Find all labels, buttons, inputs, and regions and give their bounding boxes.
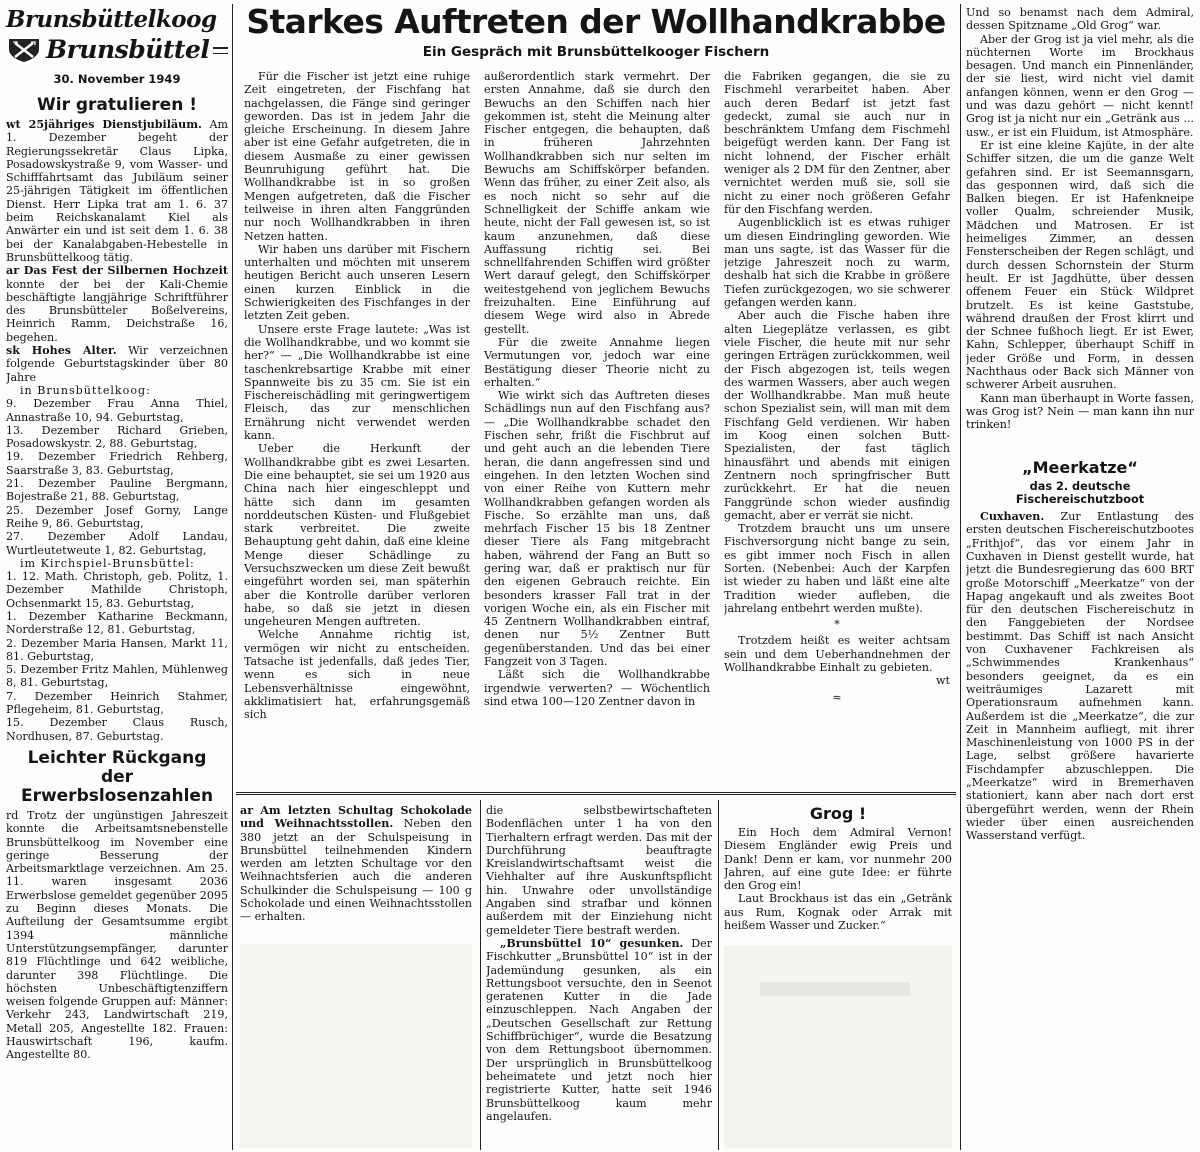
article-paragraph: Aber auch die Fische haben ihre alten Liegeplätze verlassen, es gibt viele Fischer, die heute mit nur sehr geringen Erträgen zurückkommen, weil der Fisch abgezogen ist, teils wegen des warmen Wassers, aber auch wegen der Wollhandkrabbe. Man muß heute schon Spezialist sein, will man mit dem Fischfang Geld verdienen. Wir haben im Koog einen solchen Butt-Spezialisten, der fast täglich hinausfährt und abends mit einigen Zentnern noch springfrischer Butt zurückkehrt. Er hat die neuen Fanggründe schon wieder ausfindig gemacht, aber er verrät sie nicht. <box>724 309 950 522</box>
grog-continued-paragraph: Er ist eine kleine Kajüte, in der alte Schiffer sitzen, die um die ganze Welt gefahren sind. Er ist Seemannsgarn, das gesponnen wird, daß sich die Balken biegen. Er ist Hafenkneipe voller Qualm, schreiender Musik, Mädchen und Matrosen. Er ist heimeliges Zimmer, an dessen Fensterscheiben der Regen schlägt, und durch dessen Schornstein der Sturm heult. Er ist Jagdhütte, über dessen offenem Feuer ein Stück Wildpret brutzelt. Es ist keine Gaststube, während draußen der Frost klirrt und der Schnee fußhoch liegt. Er ist Ewer, Kahn, Schlepper, überhaupt Schiff in jeder Größe und Form, in dessen Nachthaus oder Back sich Männer von schwerer Arbeit ausruhen. <box>966 138 1194 392</box>
article-paragraph: Ueber die Herkunft der Wollhandkrabbe gibt es zwei Lesarten. Die eine behauptet, sie sei um 1920 aus China nach hier eingeschleppt und hätte sich dann im gesamten norddeutschen Küsten- und Flußgebiet stark verbreitet. Die zweite Behauptung geht dahin, daß eine kleine Menge dieser Schädlinge zu Versuchszwecken um diese Zeit bewußt eingeführt worden sei, man späterhin aber die Kontrolle darüber verloren habe, so daß sie jetzt in diesen ungeheuren Mengen auftreten. <box>244 442 470 629</box>
place-heading: in Brunsbüttelkoog: <box>20 383 151 397</box>
krabbe-column-2 <box>484 70 710 788</box>
grog-continued-paragraph: Aber der Grog ist ja viel mehr, als die nüchternen Worte im Brockhaus besagen. Und manch ein Pinnenländer, der sie liest, wird nicht viel damit anfangen können, wenn er den Grog — und was dazu gehört — nicht kennt! Grog ist ja nicht nur ein „Getränk aus ... usw., er ist ein Fluidum, ist Atmosphäre. <box>966 32 1194 139</box>
gesunken-text: Der Fischkutter „Brunsbüttel 10“ ist in der Jademündung gesunken, als ein Rettungsboot versuchte, den in Seenot geratenen Kutter in die Jade einzuschleppen. Nach Angaben der „Deutschen Gesellschaft zur Rettung Schiffbrüchiger“, wurde die Besatzung von dem Rettungsboot übernommen. Der ursprünglich in Brunsbüttelkoog beheimatete und jetzt noch hier registrierte Kutter, hatte seit 1946 Brunsbüttelkoog kaum mehr angelaufen. <box>486 936 712 1123</box>
article-paragraph: Für die Fischer ist jetzt eine ruhige Zeit eingetreten, der Fischfang hat nachgelassen, die Fänge sind geringer geworden. Das ist in jedem Jahr die gleiche Erscheinung. In diesem Jahre aber ist eine Gefahr aufgetreten, die in diesem Ausmaße zu einer gewissen Beunruhigung geführt hat. Die Wollhandkrabbe ist in so großen Mengen aufgetreten, daß die Fischer teilweise in ihren alten Fanggründen nur noch Wollhandkrabben in ihren Netzen hatten. <box>244 70 470 243</box>
grog-article <box>724 800 952 950</box>
article-paragraph: Welche Annahme richtig ist, vermögen wir nicht zu entscheiden. Tatsache ist jedenfalls, daß jedes Tier, wenn es sich in neue Lebensverhältnisse eingewöhnt, akklimatisiert hat, erfahrungsgemäß sich <box>244 628 470 722</box>
masthead-line1: Brunsbüttelkoog <box>6 6 217 33</box>
gesunken-lead: „Brunsbüttel 10“ gesunken. <box>500 936 684 950</box>
grog-text: Laut Brockhaus ist das ein „Getränk aus Rum, Kognak oder Arrak mit heißem Wasser und Zucker.“ <box>724 892 952 933</box>
birthday-list-kirchspiel <box>6 570 228 743</box>
list-item: 15. Dezember Claus Rusch, Nordhusen, 87. Geburtstag. <box>6 716 228 743</box>
masthead-line2-row <box>6 36 228 64</box>
article-paragraph: Trotzdem braucht uns um unsere Fischversorgung nicht bange zu sein, es gibt immer noch Fisch in allen Sorten. (Nebenbei: Auch der Karpfen ist wieder zu haben und läßt eine alte Tradition wieder aufleben, die jahrelang entbehrt werden mußte). <box>724 522 950 615</box>
issue-date: 30. November 1949 <box>53 72 181 86</box>
boden-text: die selbstbewirtschafteten Bodenflächen unter 1 ha von den Tierhaltern erfragt werden. Das mit der Durchführung beauftragte Kreislandwirtschaftsamt weist die Viehhalter auf ihre Auskunftspflicht hin. Unwahre oder unvollständige Angaben sind strafbar und können außerdem mit der Einziehung nicht gemeldeter Tiere bestraft werden. <box>486 804 712 937</box>
rueckgang-text: rd Trotz der ungünstigen Jahreszeit konnte die Arbeitsamtsnebenstelle Brunsbüttelkoog im November eine geringe Besserung der Arbeitsmarktlage verzeichnen. Am 25. 11. waren insgesamt 2036 Erwerbslose gemeldet gegenüber 2095 zu Beginn dieses Monats. Die Aufteilung der Gesamtsumme ergibt 1394 männliche Unterstützungsempfänger, darunter 819 Flüchtlinge und 642 weibliche, darunter 398 Flüchtlinge. Die höchsten Unbeschäftigtenziffern weisen folgende Gruppen auf: Männer: Verkehr 243, Landwirtschaft 219, Metall 205, Angestellte 182. Frauen: Hauswirtschaft 196, kaufm. Angestellte 80. <box>6 808 228 1062</box>
article-paragraph: Wir haben uns darüber mit Fischern unterhalten und möchten mit unserem heutigen Bericht auch unseren Lesern einen kurzen Einblick in die Schwierigkeiten des Fischfanges in der letzten Zeit geben. <box>244 242 470 323</box>
list-item: 25. Dezember Josef Gorny, Lange Reihe 9, 86. Geburtstag, <box>6 503 228 530</box>
krabbe-column-3 <box>724 70 950 788</box>
list-item: 7. Dezember Heinrich Stahmer, Pflegeheim, 81. Geburtstag, <box>6 689 228 717</box>
grog-text: Ein Hoch dem Admiral Vernon! Diesem Engländer ewig Preis und Dank! Denn er kam, vor nunmehr 200 Jahren, auf eine gute Idee: er führte den Grog ein! <box>724 826 952 893</box>
list-item: 21. Dezember Pauline Bergmann, Bojestraße 21, 88. Geburtstag, <box>6 477 228 504</box>
list-item: 9. Dezember Frau Anna Thiel, Annastraße 10, 94. Geburtstag, <box>6 397 228 424</box>
article-paragraph: Für die zweite Annahme liegen Vermutungen vor, jedoch war eine Bestätigung dieser Theorie nicht zu erhalten.“ <box>484 335 710 389</box>
masthead-line2: Brunsbüttel <box>46 35 210 64</box>
article-paragraph: Augenblicklich ist es etwas ruhiger um diesen Eindringling geworden. Wie man uns sagte, ist das Wasser für die jetzige Jahreszeit noch zu warm, deshalb hat sich die Krabbe in größere Tiefen zurückgezogen, wo sie schwerer gefangen werden kann. <box>724 216 950 310</box>
column-rule <box>718 800 719 1150</box>
section-separator: * <box>834 618 840 632</box>
list-item: 27. Dezember Adolf Landau, Wurtleutetweute 1, 82. Geburtstag, <box>6 530 228 557</box>
list-item: 5. Dezember Fritz Mahlen, Mühlenweg 8, 81. Geburtstag, <box>6 663 228 690</box>
rueckgang-title <box>6 749 228 806</box>
gratulieren-title: Wir gratulieren ! <box>36 95 197 115</box>
article-paragraph: die Fabriken gegangen, die sie zu Fischmehl verarbeitet haben. Aber auch deren Bedarf ist jetzt fast gedeckt, zumal sie auch nur in beschränktem Umfang dem Fischmehl beigefügt werden kann. Der Fang ist nicht lohnend, der Fischer erhält weniger als 2 DM für den Zentner, aber vernichtet werden muß sie, soll sie nicht zu einer noch größeren Gefahr für den Fischfang werden. <box>724 70 950 216</box>
silberhochzeit-paragraph <box>6 264 228 344</box>
end-ornament: ≈ <box>832 690 842 704</box>
dienstjubilaeum-lead: wt 25jähriges Dienstjubiläum. <box>6 118 202 131</box>
rueckgang-title-line2: der Erwerbslosenzahlen <box>20 766 214 806</box>
gesunken-paragraph <box>486 937 712 1123</box>
list-item: 13. Dezember Richard Grieben, Posadowskystr. 2, 88. Geburtstag, <box>6 423 228 451</box>
coat-of-arms-icon <box>6 37 42 63</box>
article-paragraph: außerordentlich stark vermehrt. Der ersten Annahme, daß sie durch den Bewuchs an den Schiffen nach hier gekommen ist, steht die Meinung alter Fischer entgegen, die behaupten, daß in früheren Jahrzehnten Wollhandkrabben sich nur selten im Bewuchs am Schiffskörper befanden. Wenn das früher, zu einer Zeit also, als es noch nicht so sehr auf die Schnelligkeit der Schiffe ankam wie heute, nicht der Fall gewesen ist, so ist kaum anzunehmen, daß diese Auffassung richtig sei. Bei schnellfahrenden Schiffen wird größter Wert darauf gelegt, den Schiffskörper weitestgehend von jeglichem Bewuchs freizuhalten. Eine Einführung auf diesem Wege wird also in Abrede gestellt. <box>484 70 710 336</box>
column-rule <box>960 4 961 1150</box>
article-paragraph: Wie wirkt sich das Auftreten dieses Schädlings nun auf den Fischfang aus? — „Die Wollhandkrabbe schadet den Fischen sehr, frißt die Fischbrut auf und geht auch an die lebenden Tiere heran, die dann angefressen sind und eingehen. In den letzten Wochen sind von einer Reihe von Kuttern mehr Wollhandkrabben gefangen worden als Fische. So erzählte man uns, daß mehrfach Fischer 15 bis 18 Zentner dieser Tiere als Fang mitgebracht haben, während der Fang an Butt so gering war, daß er praktisch nur für den eigenen Gebrauch reichte. Ein besonders krasser Fall trat in der vorigen Woche ein, als ein Fischer mit 45 Zentnern Wollhandkrabben eintraf, denen nur 5½ Zentner Butt gegenüberstanden. Und das bei einer Fangzeit von 3 Tagen. <box>484 389 710 669</box>
meerkatze-text <box>966 510 1194 842</box>
article-paragraph: Läßt sich die Wollhandkrabbe irgendwie verwerten? — Wöchentlich sind etwa 100—120 Zentner davon in <box>484 668 710 708</box>
list-item: 2. Dezember Maria Hansen, Markt 11, 81. Geburtstag, <box>6 636 228 663</box>
author-initials: wt <box>936 674 950 688</box>
grog-continued-paragraph: Und so benamst nach dem Admiral, dessen Spitzname „Old Grog“ war. <box>966 6 1194 33</box>
rueckgang-title-line1: Leichter Rückgang <box>27 747 207 768</box>
article-paragraph: Trotzdem heißt es weiter achtsam sein und dem Ueberhandnehmen der Wollhandkrabbe Einhalt zu gebieten. <box>724 634 950 675</box>
hohes-alter-text: Wir verzeichnen folgende Geburtstagskinder über 80 Jahre <box>6 344 228 384</box>
list-item: 19. Dezember Friedrich Rehberg, Saarstraße 3, 83. Geburtstag, <box>6 450 228 477</box>
right-column <box>966 6 1194 1150</box>
hohes-alter-lead: sk Hohes Alter. <box>6 344 117 358</box>
section-rule <box>236 792 956 793</box>
schultag-article <box>240 804 472 954</box>
dienstjubilaeum-text: Am 1. Dezember begeht der Regierungssekretär Claus Lipka, Posadowskystraße 9, vom Wasser- und Schifffahrtsamt das Jubiläum seiner 25-jährigen Tätigkeit im öffentlichen Dienst. Herr Lipka trat am 1. 6. 37 beim Reichskanalamt Kiel als Anwärter ein und ist seit dem 1. 6. 38 bei der Kanalabgaben-Hebestelle in Brunsbüttelkoog tätig. <box>6 118 228 264</box>
meerkatze-dateline: Cuxhaven. <box>980 510 1045 524</box>
lead-subheadline: Ein Gespräch mit Brunsbüttelkooger Fischern <box>422 44 770 60</box>
meerkatze-title: „Meerkatze“ <box>1022 457 1138 477</box>
column-rule <box>480 800 481 1150</box>
list-item: 1. Dezember Katharine Beckmann, Norderstraße 12, 81. Geburtstag, <box>6 609 228 637</box>
faded-print-area <box>240 944 472 1148</box>
silberhochzeit-lead: ar Das Fest der Silbernen Hochzeit <box>6 264 228 278</box>
masthead <box>6 6 228 66</box>
krabbe-column-1 <box>244 70 470 788</box>
article-paragraph: Unsere erste Frage lautete: „Was ist die Wollhandkrabbe, und wo kommt sie her?“ — „Die Wollhandkrabbe ist eine taschenkrebsartige Krabbe mit einer Spannweite bis zu 35 cm. Sie ist ein Fischereischädling mit geringwertigem Fleisch, das zur menschlichen Ernährung nicht verwendet werden kann. <box>244 322 470 443</box>
faded-heading <box>760 982 910 996</box>
faded-print-area <box>724 946 952 1148</box>
column-rule <box>232 4 233 1150</box>
boden-article <box>486 804 712 1150</box>
grog-continued-paragraph: Kann man überhaupt in Worte fassen, was Grog ist? Nein — man kann ihn nur trinken! <box>966 391 1194 432</box>
meerkatze-subtitle: das 2. deutsche Fischereischutzboot <box>1015 479 1145 506</box>
list-item: 1. 12. Math. Christoph, geb. Politz, 1. Dezember Mathilde Christoph, Ochsenmarkt 15, 83. Geburtstag, <box>6 570 228 610</box>
birthday-list-koog <box>6 397 228 557</box>
grog-title: Grog ! <box>809 804 867 823</box>
meerkatze-body: Zur Entlastung des ersten deutschen Fischereischutzbootes „Frithjof“, das vor einem Jahr in Cuxhaven in Dienst gestellt wurde, hat jetzt die Bundesregierung das 600 BRT große Motorschiff „Meerkatze“ von der Hapag angekauft und als zweites Boot für den deutschen Fischereischutz in den Fanggebieten der Nordsee bestimmt. Das Schiff ist nach Ansicht von Cuxhavener Fachkreisen als „Schwimmendes Krankenhaus“ besonders geeignet, da es ein weiträumiges Lazarett mit Operationsraum aufnehmen kann. Außerdem ist die „Meerkatze“, die zur Zeit in Mannheim aufliegt, mit ihrer Maschinenleistung von 1000 PS in der Lage, selbst größere havarierte Fischdampfer abzuschleppen. Die „Meerkatze“ wird in Bremerhaven stationiert, kann aber nach dort erst übergeführt werden, wenn der Rhein wieder über einen ausreichenden Wasserstand verfügt. <box>966 510 1194 843</box>
hohes-alter-paragraph <box>6 344 228 384</box>
masthead-rule <box>213 47 228 54</box>
section-rule <box>236 794 956 795</box>
dienstjubilaeum-paragraph <box>6 118 228 264</box>
schultag-lead: ar Am letzten Schultag Schokolade und Weihnachtsstollen. <box>240 804 472 831</box>
lead-headline: Starkes Auftreten der Wollhandkrabbe <box>246 2 946 41</box>
schultag-paragraph <box>240 804 472 924</box>
silberhochzeit-text: konnte der bei der Kali-Chemie beschäftigte langjährige Schriftführer des Brunsbütteler Boßelvereins, Heinrich Ramm, Deichstraße 16, begehen. <box>6 277 228 344</box>
schultag-text: Neben den 380 jetzt an der Schulspeisung in Brunsbüttel teilnehmenden Kindern werden am letzten Schultage vor den Weihnachtsferien auch die anderen Schulkinder die Schulspeisung — 100 g Schokolade und einen Weihnachtsstollen — erhalten. <box>240 817 472 924</box>
place-heading: im Kirchspiel-Brunsbüttel: <box>20 556 195 570</box>
left-column <box>6 92 228 1150</box>
